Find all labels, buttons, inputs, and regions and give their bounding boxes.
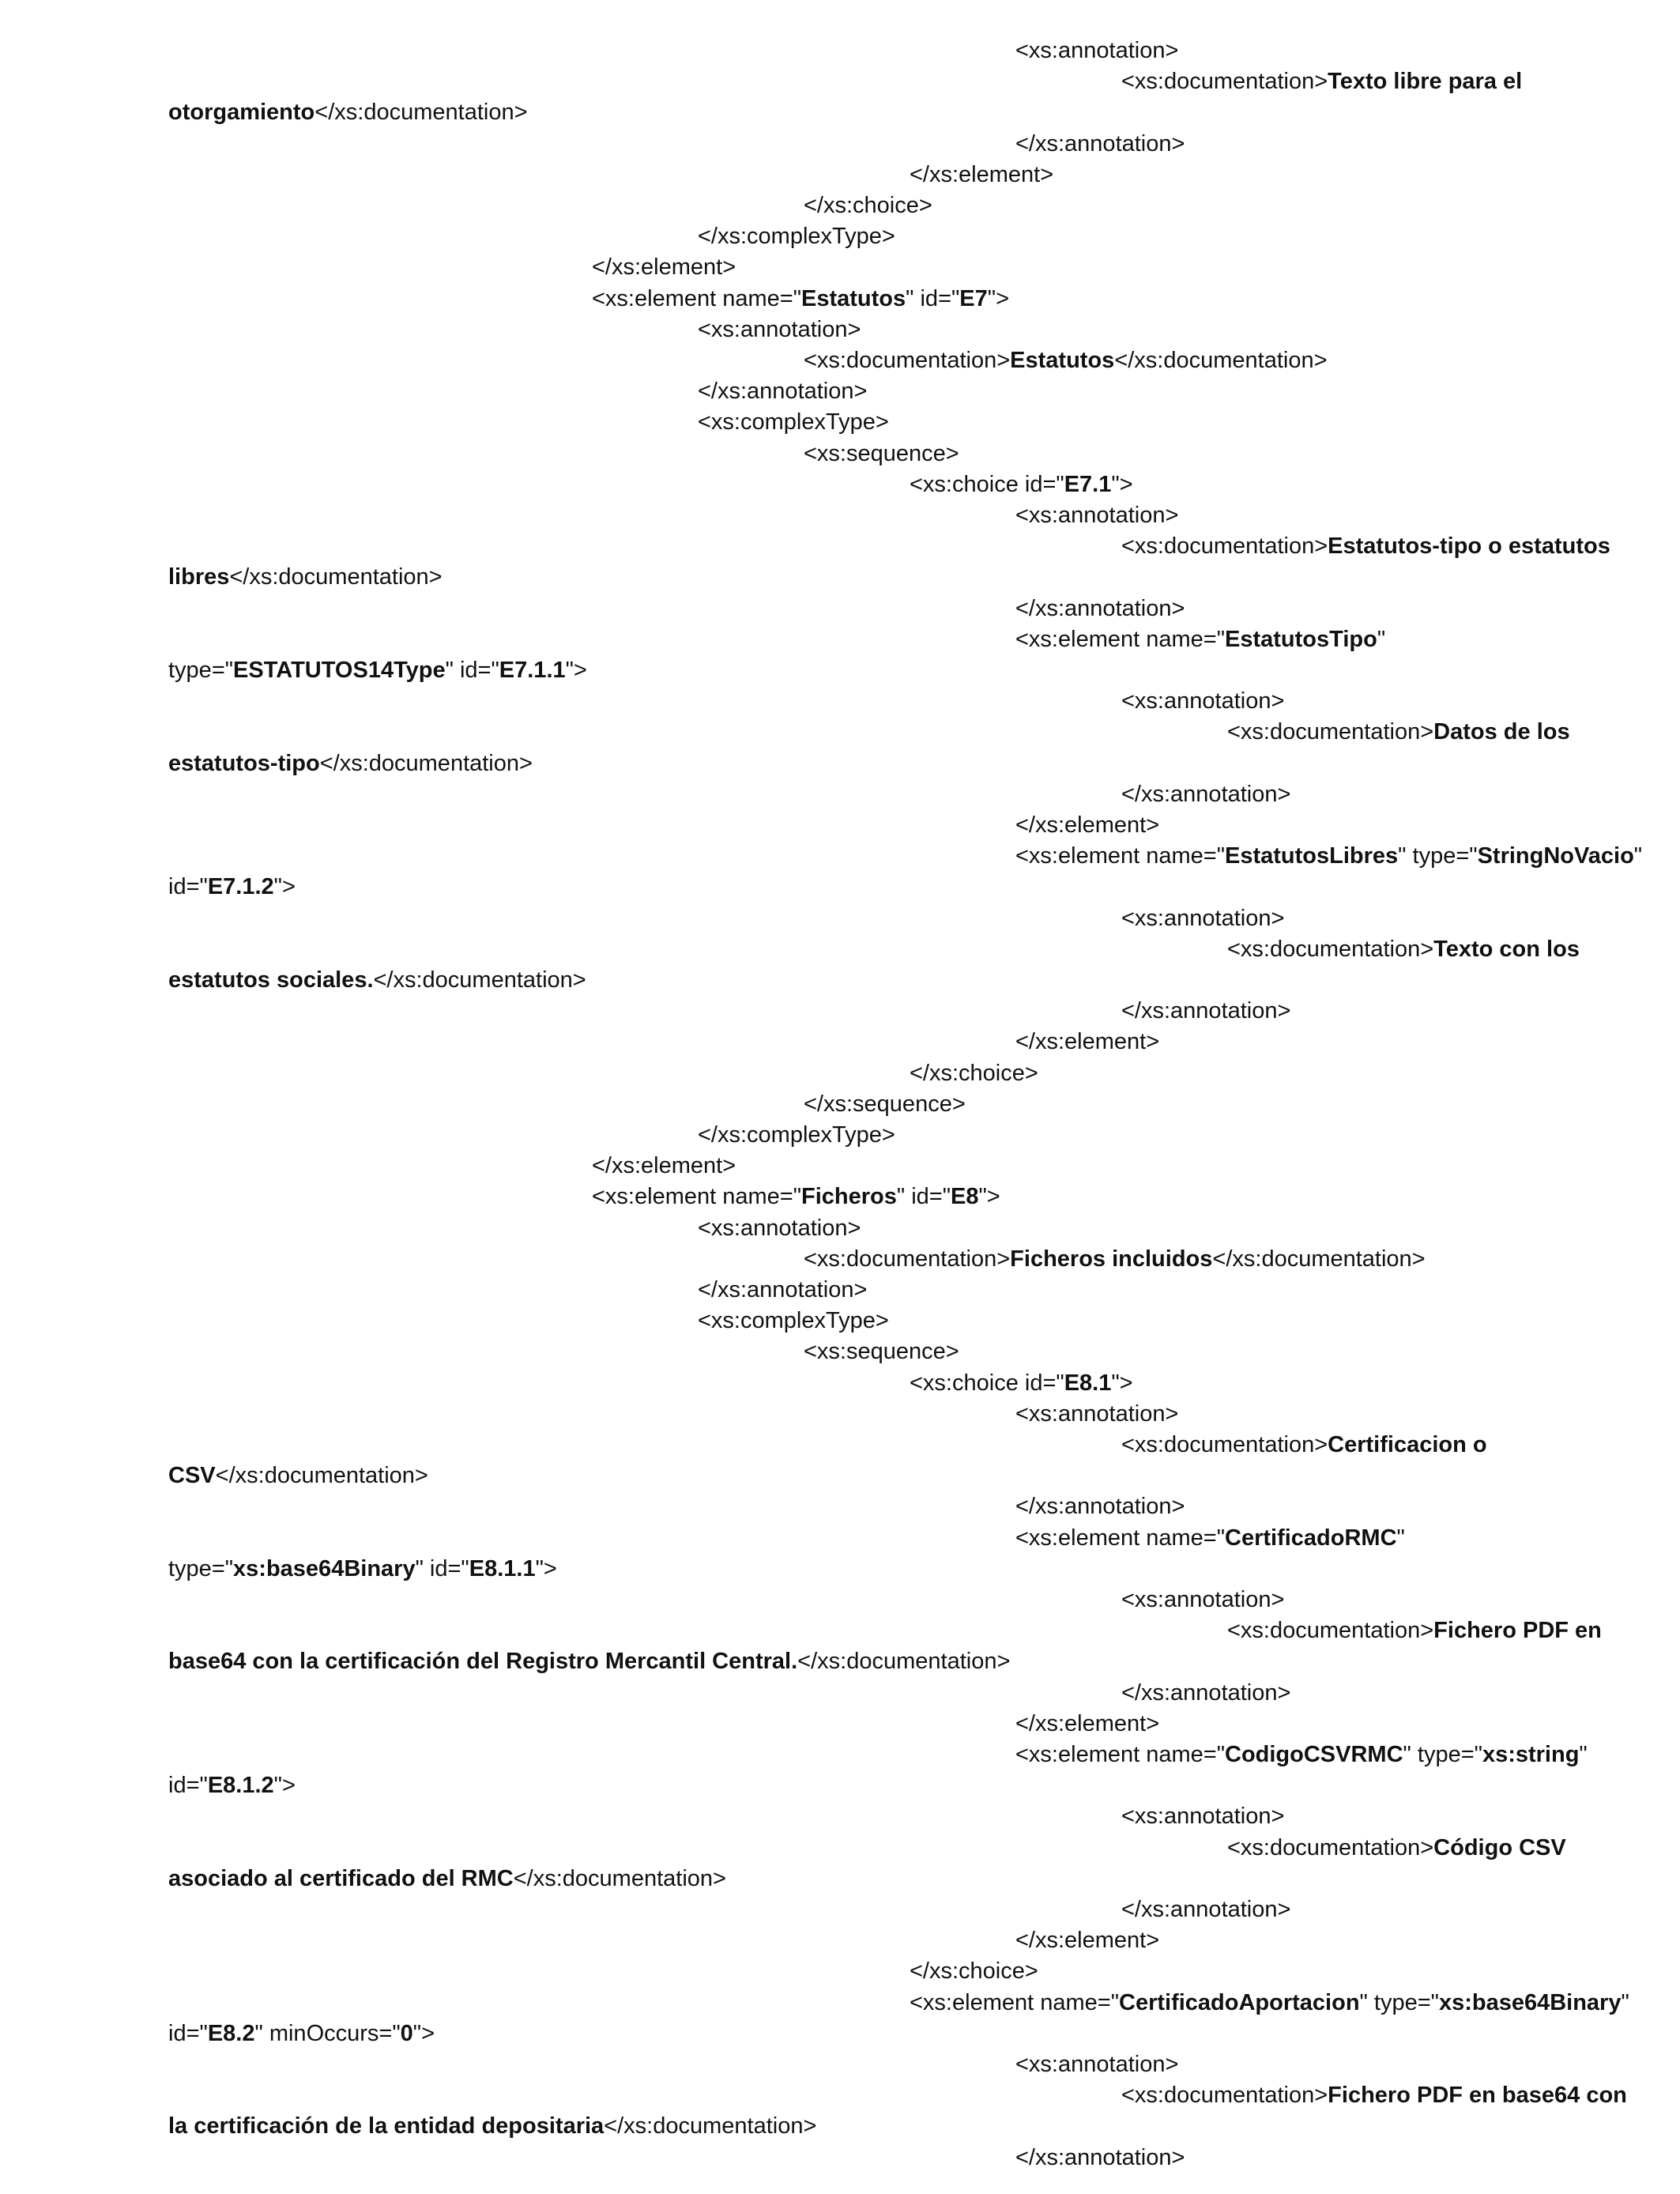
markup-text: </xs:complexType>: [698, 224, 895, 250]
bold-value: E8: [951, 1184, 979, 1210]
markup-text: <xs:annotation>: [1015, 503, 1179, 528]
markup-text: ">: [565, 658, 587, 683]
markup-text: </xs:complexType>: [698, 1122, 895, 1148]
markup-text: id=": [168, 2020, 208, 2046]
markup-text: " id=": [415, 1555, 469, 1581]
markup-text: <xs:complexType>: [698, 1308, 889, 1334]
bold-value: Certificacion o: [1328, 1432, 1487, 1457]
code-line: [168, 2112, 816, 2140]
code-line: [698, 222, 895, 251]
markup-text: id=": [168, 1773, 208, 1799]
code-line: [910, 1989, 1629, 2017]
code-line: [1015, 1492, 1185, 1521]
code-line: [1015, 2143, 1185, 2172]
code-line: [168, 1771, 296, 1800]
code-line: [168, 1864, 726, 1893]
markup-text: </xs:element>: [1015, 1710, 1160, 1736]
markup-text: </xs:annotation>: [1015, 1494, 1185, 1520]
markup-text: </xs:annotation>: [1121, 998, 1291, 1024]
bold-value: Ficheros: [801, 1184, 897, 1210]
code-line: [698, 315, 861, 344]
bold-value: E7: [959, 285, 988, 311]
markup-text: </xs:element>: [1015, 1928, 1160, 1954]
markup-text: </xs:annotation>: [1121, 1679, 1291, 1706]
bold-value: E7.1.2: [207, 874, 274, 900]
markup-text: ">: [412, 2020, 435, 2046]
markup-text: <xs:documentation>: [1227, 1618, 1434, 1644]
markup-text: </xs:documentation>: [513, 1865, 726, 1891]
markup-text: <xs:documentation>: [1121, 533, 1328, 560]
markup-text: <xs:element name=": [592, 285, 801, 311]
bold-value: E8.1.2: [207, 1773, 274, 1799]
code-line: [1121, 67, 1522, 96]
markup-text: </xs:element>: [592, 254, 736, 281]
markup-text: <xs:documentation>: [1227, 1834, 1434, 1860]
markup-text: type=": [168, 1555, 234, 1581]
code-line: [592, 1152, 736, 1180]
bold-value: EstatutosTipo: [1225, 626, 1377, 652]
bold-value: E7.1.1: [499, 658, 566, 683]
code-line: [168, 1647, 1010, 1676]
markup-text: ": [1633, 843, 1643, 869]
bold-value: CSV: [168, 1463, 216, 1489]
code-line: [168, 1461, 428, 1490]
markup-text: </xs:annotation>: [1121, 1897, 1291, 1922]
markup-text: </xs:documentation>: [373, 967, 586, 993]
markup-text: </xs:annotation>: [698, 1277, 868, 1302]
markup-text: <xs:documentation>: [1121, 1432, 1328, 1457]
markup-text: " type=": [1398, 843, 1478, 869]
bold-value: E8.1.1: [469, 1555, 536, 1581]
markup-text: " id=": [896, 1184, 951, 1210]
markup-text: <xs:annotation>: [1121, 905, 1285, 931]
markup-text: ">: [1111, 471, 1133, 497]
markup-text: <xs:documentation>: [1227, 719, 1434, 745]
code-line: [804, 1337, 959, 1366]
bold-value: estatutos-tipo: [168, 750, 320, 776]
markup-text: <xs:choice id=": [910, 471, 1064, 497]
bold-value: libres: [168, 564, 230, 590]
code-line: [1227, 1616, 1602, 1645]
markup-text: </xs:annotation>: [698, 379, 868, 405]
code-line: [1015, 36, 1178, 65]
code-line: [1015, 1400, 1178, 1428]
markup-text: ">: [978, 1184, 1000, 1210]
code-line: [168, 966, 586, 994]
markup-text: </xs:documentation>: [604, 2113, 817, 2139]
code-line: [698, 408, 889, 436]
bold-value: estatutos sociales.: [168, 967, 374, 993]
bold-value: base64 con la certificación del Registro Mercantil Central.: [168, 1649, 798, 1675]
code-line: [1015, 842, 1642, 870]
bold-value: E8.2: [207, 2020, 255, 2046]
bold-value: E7.1: [1064, 471, 1112, 497]
markup-text: <xs:element name=": [1015, 1525, 1225, 1551]
bold-value: ESTATUTOS14Type: [233, 658, 446, 683]
code-line: [1121, 1895, 1290, 1924]
markup-text: <xs:sequence>: [804, 440, 959, 466]
markup-text: ">: [535, 1555, 557, 1581]
markup-text: </xs:choice>: [804, 193, 932, 218]
markup-text: <xs:annotation>: [1015, 1400, 1179, 1427]
markup-text: id=": [168, 874, 208, 900]
markup-text: <xs:annotation>: [1015, 38, 1179, 63]
code-line: [804, 191, 932, 220]
markup-text: </xs:element>: [1015, 812, 1160, 838]
bold-value: Fichero PDF en: [1433, 1618, 1602, 1644]
bold-value: xs:base64Binary: [1438, 1989, 1622, 2015]
code-line: [1121, 1585, 1284, 1614]
code-line: [698, 1214, 861, 1242]
bold-value: Estatutos-tipo o estatutos: [1328, 533, 1610, 560]
bold-value: Fichero PDF en base64 con: [1328, 2083, 1627, 2109]
markup-text: <xs:sequence>: [804, 1339, 959, 1365]
code-line: [592, 253, 736, 281]
code-line: [1015, 2050, 1178, 2079]
code-line: [1015, 1710, 1159, 1738]
markup-text: <xs:annotation>: [698, 1215, 861, 1241]
code-line: [1121, 904, 1284, 933]
markup-text: <xs:annotation>: [1121, 1804, 1285, 1830]
code-line: [1015, 1027, 1159, 1056]
markup-text: </xs:documentation>: [319, 750, 533, 776]
code-line: [168, 563, 443, 591]
markup-text: <xs:annotation>: [698, 316, 861, 342]
bold-value: xs:string: [1482, 1742, 1580, 1767]
code-line: [168, 873, 296, 901]
markup-text: " minOccurs=": [254, 2020, 401, 2046]
markup-text: <xs:choice id=": [910, 1370, 1064, 1396]
markup-text: <xs:element name=": [1015, 626, 1225, 652]
code-line: [698, 1276, 867, 1304]
markup-text: <xs:element name=": [910, 1989, 1119, 2015]
bold-value: 0: [400, 2020, 413, 2046]
markup-text: ">: [987, 285, 1010, 311]
code-line: [168, 2019, 435, 2048]
code-line: [1227, 935, 1580, 963]
markup-text: </xs:documentation>: [215, 1463, 428, 1489]
markup-text: </xs:choice>: [910, 1060, 1038, 1086]
markup-text: <xs:element name=": [1015, 843, 1225, 869]
code-line: [1227, 718, 1570, 746]
bold-value: Estatutos: [1010, 348, 1115, 373]
code-line: [1015, 1524, 1405, 1552]
code-line: [804, 1090, 966, 1118]
markup-text: </xs:element>: [910, 161, 1054, 187]
bold-value: Ficheros incluidos: [1010, 1246, 1213, 1272]
markup-text: ": [1396, 1525, 1405, 1551]
code-line: [1121, 1679, 1290, 1707]
markup-text: ": [1579, 1742, 1588, 1767]
bold-value: CertificadoAportacion: [1119, 1989, 1360, 2015]
code-line: [804, 346, 1328, 375]
code-line: [698, 377, 867, 405]
bold-value: EstatutosLibres: [1225, 843, 1399, 869]
code-line: [168, 749, 533, 778]
bold-value: CertificadoRMC: [1225, 1525, 1397, 1551]
code-line: [1015, 130, 1185, 158]
markup-text: <xs:element name=": [1015, 1742, 1225, 1767]
markup-text: </xs:documentation>: [797, 1649, 1011, 1675]
code-line: [168, 656, 587, 684]
markup-text: " id=": [445, 658, 499, 683]
markup-text: </xs:documentation>: [229, 564, 443, 590]
bold-value: Estatutos: [801, 285, 906, 311]
bold-value: Texto con los: [1433, 936, 1580, 962]
markup-text: ">: [273, 874, 296, 900]
code-line: [698, 1306, 889, 1335]
markup-text: <xs:documentation>: [804, 1246, 1011, 1272]
markup-text: " type=": [1403, 1742, 1482, 1767]
code-line: [910, 470, 1133, 499]
code-line: [592, 285, 1009, 313]
markup-text: " id=": [906, 285, 960, 311]
markup-text: type=": [168, 658, 234, 683]
code-line: [1121, 532, 1610, 560]
code-line: [910, 160, 1053, 189]
bold-value: Código CSV: [1433, 1834, 1566, 1860]
code-line: [168, 98, 528, 126]
markup-text: ": [1621, 1989, 1629, 2015]
markup-text: </xs:annotation>: [1015, 595, 1185, 621]
markup-text: ">: [1111, 1370, 1133, 1396]
code-line: [1015, 501, 1178, 530]
markup-text: " type=": [1359, 1989, 1439, 2015]
markup-text: <xs:element name=": [592, 1184, 801, 1210]
code-line: [910, 1059, 1038, 1088]
bold-value: otorgamiento: [168, 100, 315, 126]
code-line: [1121, 780, 1290, 809]
bold-value: la certificación de la entidad depositaria: [168, 2113, 605, 2139]
markup-text: ">: [273, 1773, 296, 1799]
markup-text: </xs:choice>: [910, 1958, 1038, 1985]
markup-text: </xs:sequence>: [804, 1091, 966, 1117]
bold-value: Texto libre para el: [1328, 69, 1523, 95]
code-line: [804, 1245, 1426, 1273]
markup-text: </xs:documentation>: [1212, 1246, 1426, 1272]
bold-value: asociado al certificado del RMC: [168, 1865, 514, 1891]
code-line: [1227, 1834, 1566, 1862]
code-line: [1015, 625, 1385, 654]
markup-text: </xs:annotation>: [1015, 130, 1185, 156]
code-line: [168, 1555, 557, 1583]
markup-text: <xs:documentation>: [1121, 69, 1328, 95]
code-line: [1121, 2081, 1627, 2109]
code-line: [1121, 997, 1290, 1025]
markup-text: <xs:annotation>: [1121, 688, 1285, 714]
code-line: [1121, 1802, 1284, 1830]
markup-text: <xs:annotation>: [1121, 1587, 1285, 1612]
markup-text: </xs:documentation>: [315, 100, 528, 126]
markup-text: <xs:documentation>: [1227, 936, 1434, 962]
code-line: [910, 1957, 1038, 1985]
markup-text: ": [1377, 626, 1386, 652]
code-line: [1015, 811, 1159, 839]
code-line: [1015, 594, 1185, 623]
code-line: [804, 439, 959, 468]
code-line: [910, 1369, 1133, 1397]
code-line: [1015, 1740, 1588, 1769]
code-line: [698, 1121, 895, 1149]
bold-value: E8.1: [1064, 1370, 1112, 1396]
bold-value: CodigoCSVRMC: [1225, 1742, 1403, 1767]
markup-text: <xs:complexType>: [698, 409, 889, 435]
markup-text: </xs:annotation>: [1121, 781, 1291, 807]
code-line: [592, 1182, 1000, 1211]
markup-text: </xs:element>: [1015, 1029, 1160, 1055]
markup-text: </xs:element>: [592, 1153, 736, 1179]
markup-text: <xs:documentation>: [1121, 2083, 1328, 2109]
bold-value: Datos de los: [1433, 719, 1570, 745]
markup-text: <xs:annotation>: [1015, 2052, 1179, 2077]
bold-value: StringNoVacio: [1477, 843, 1634, 869]
markup-text: </xs:annotation>: [1015, 2144, 1185, 2170]
bold-value: xs:base64Binary: [233, 1555, 416, 1581]
code-line: [1121, 687, 1284, 715]
code-line: [1121, 1431, 1487, 1459]
markup-text: </xs:documentation>: [1114, 348, 1328, 373]
markup-text: <xs:documentation>: [804, 348, 1011, 373]
code-line: [1015, 1926, 1159, 1955]
